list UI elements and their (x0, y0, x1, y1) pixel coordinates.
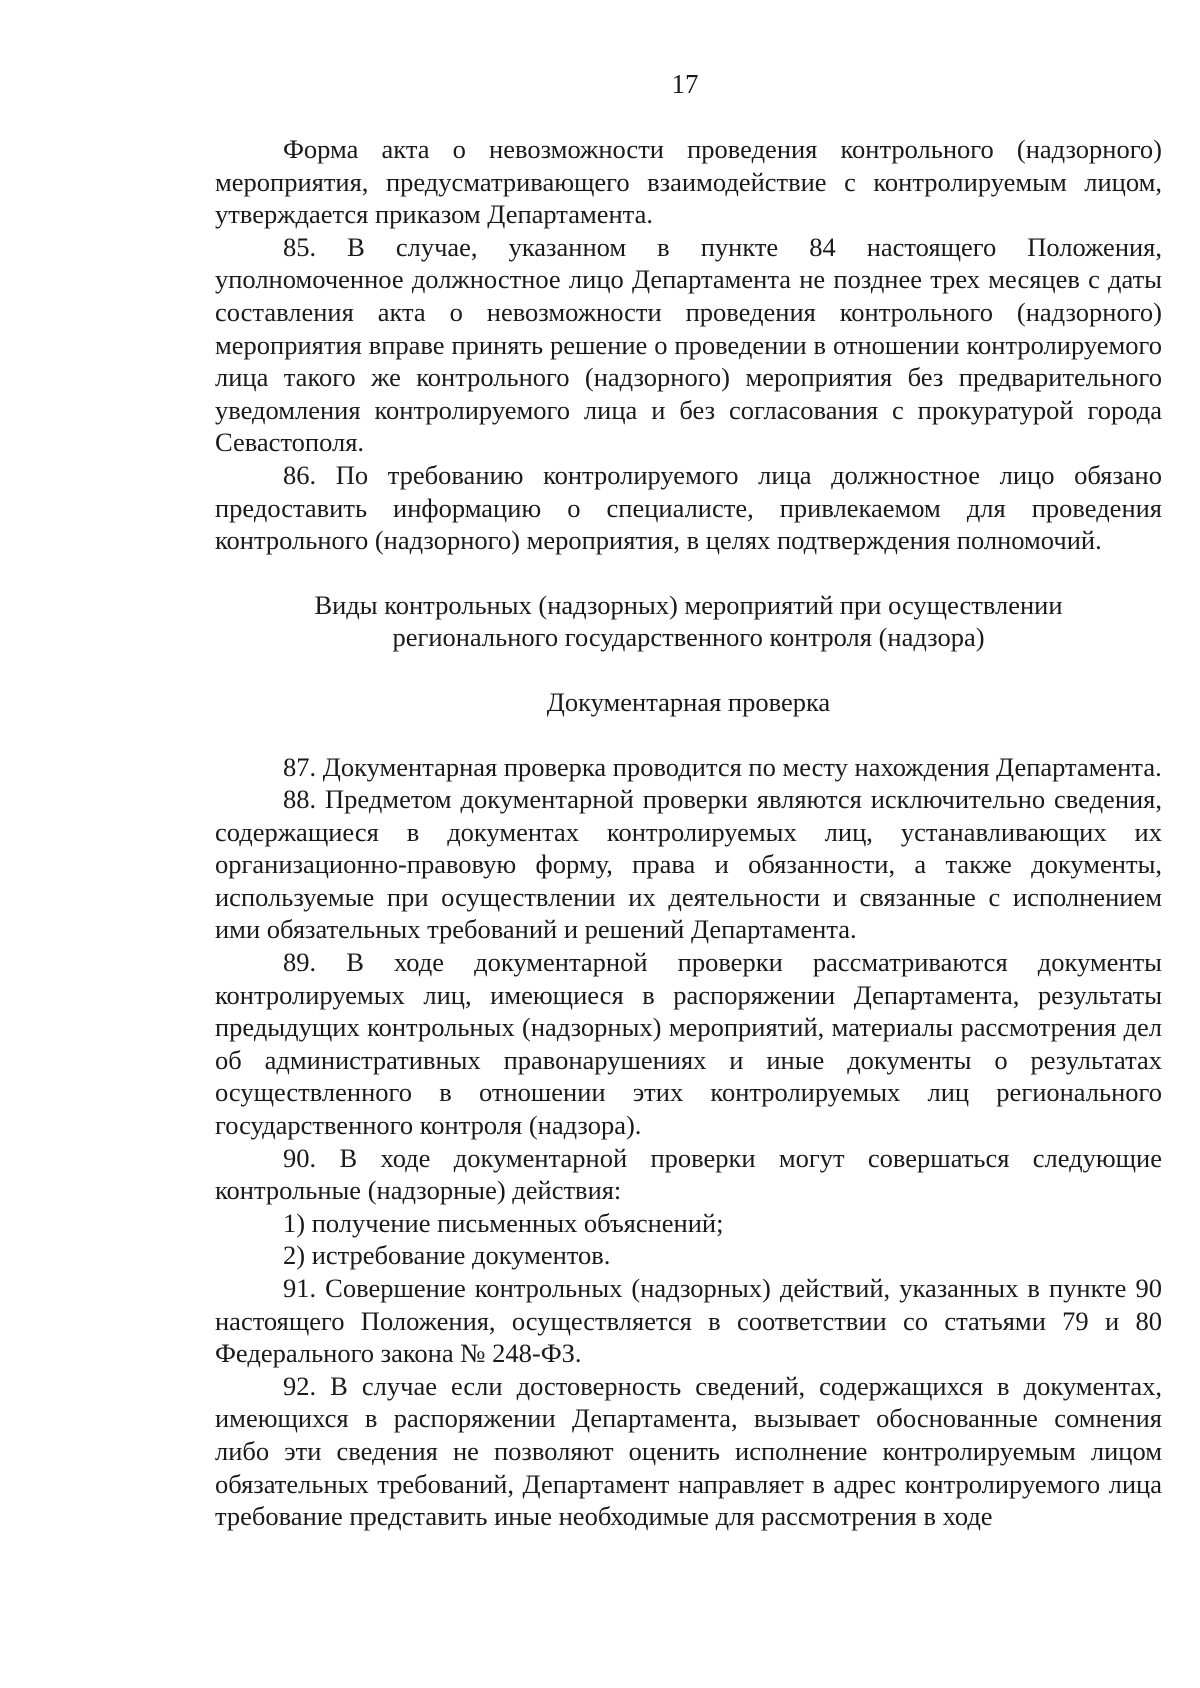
list-item-1: 1) получение письменных объяснений; (283, 1207, 724, 1238)
paragraph-92: 92. В случае если достоверность сведений, содержащихся в документах, имеющихся в распоряжении Департамента, вызывает обоснованные сомнения либо эти сведения не позволяют оценить исполнение контролируемым лицом обязательных требований, Департамент направляет в адрес контролируемого лица требование представить иные необходимые для рассмотрения в ходе (215, 1370, 1162, 1532)
spacer (215, 557, 1162, 589)
paragraph-86: 86. По требованию контролируемого лица должностное лицо обязано предоставить информацию о специалисте, привлекаемом для проведения контрольного (надзорного) мероприятия, в целях подтверждения полномочий. (215, 459, 1162, 556)
paragraph-90: 90. В ходе документарной проверки могут совершаться следующие контрольные (надзорные) действия: (215, 1142, 1162, 1206)
document-body (215, 133, 1162, 1533)
section-heading-line-2: регионального государственного контроля (надзора) (392, 622, 985, 653)
spacer (215, 654, 1162, 686)
paragraph-88: 88. Предметом документарной проверки являются исключительно сведения, содержащиеся в документах контролируемых лиц, устанавливающих их организационно-правовую форму, права и обязанности, а также документы, используемые при осуществлении их деятельности и связанные с исполнением ими обязательных требований и решений Департамента. (215, 784, 1162, 945)
subsection-heading: Документарная проверка (546, 686, 831, 717)
spacer (215, 719, 1162, 751)
list-item-2: 2) истребование документов. (283, 1240, 611, 1271)
paragraph-89: 89. В ходе документарной проверки рассматриваются документы контролируемых лиц, имеющиеся в распоряжении Департамента, результаты предыдущих контрольных (надзорных) мероприятий, материалы рассмотрения дел об административных правонарушениях и иные документы о результатах осуществленного в отношении этих контролируемых лиц регионального государственного контроля (надзора). (215, 947, 1162, 1141)
paragraph-act-form: Форма акта о невозможности проведения контрольного (надзорного) мероприятия, предусматривающего взаимодействие с контролируемым лицом, утверждается приказом Департамента. (215, 134, 1162, 230)
paragraph-91: 91. Совершение контрольных (надзорных) действий, указанных в пункте 90 настоящего Положения, осуществляется в соответствии со статьями 79 и 80 Федерального закона № 248-ФЗ. (215, 1273, 1162, 1369)
paragraph-85: 85. В случае, указанном в пункте 84 настоящего Положения, уполномоченное должностное лицо Департамента не позднее трех месяцев с даты составления акта о невозможности проведения контрольного (надзорного) мероприятия вправе принять решение о проведении в отношении контролируемого лица такого же контрольного (надзорного) мероприятия без предварительного уведомления контролируемого лица и без согласования с прокуратурой города Севастополя. (215, 231, 1162, 458)
paragraph-87: 87. Документарная проверка проводится по месту нахождения Департамента. (283, 751, 1162, 782)
page-number: 17 (671, 69, 699, 99)
section-heading-line-1: Виды контрольных (надзорных) мероприятий при осуществлении (314, 589, 1063, 620)
